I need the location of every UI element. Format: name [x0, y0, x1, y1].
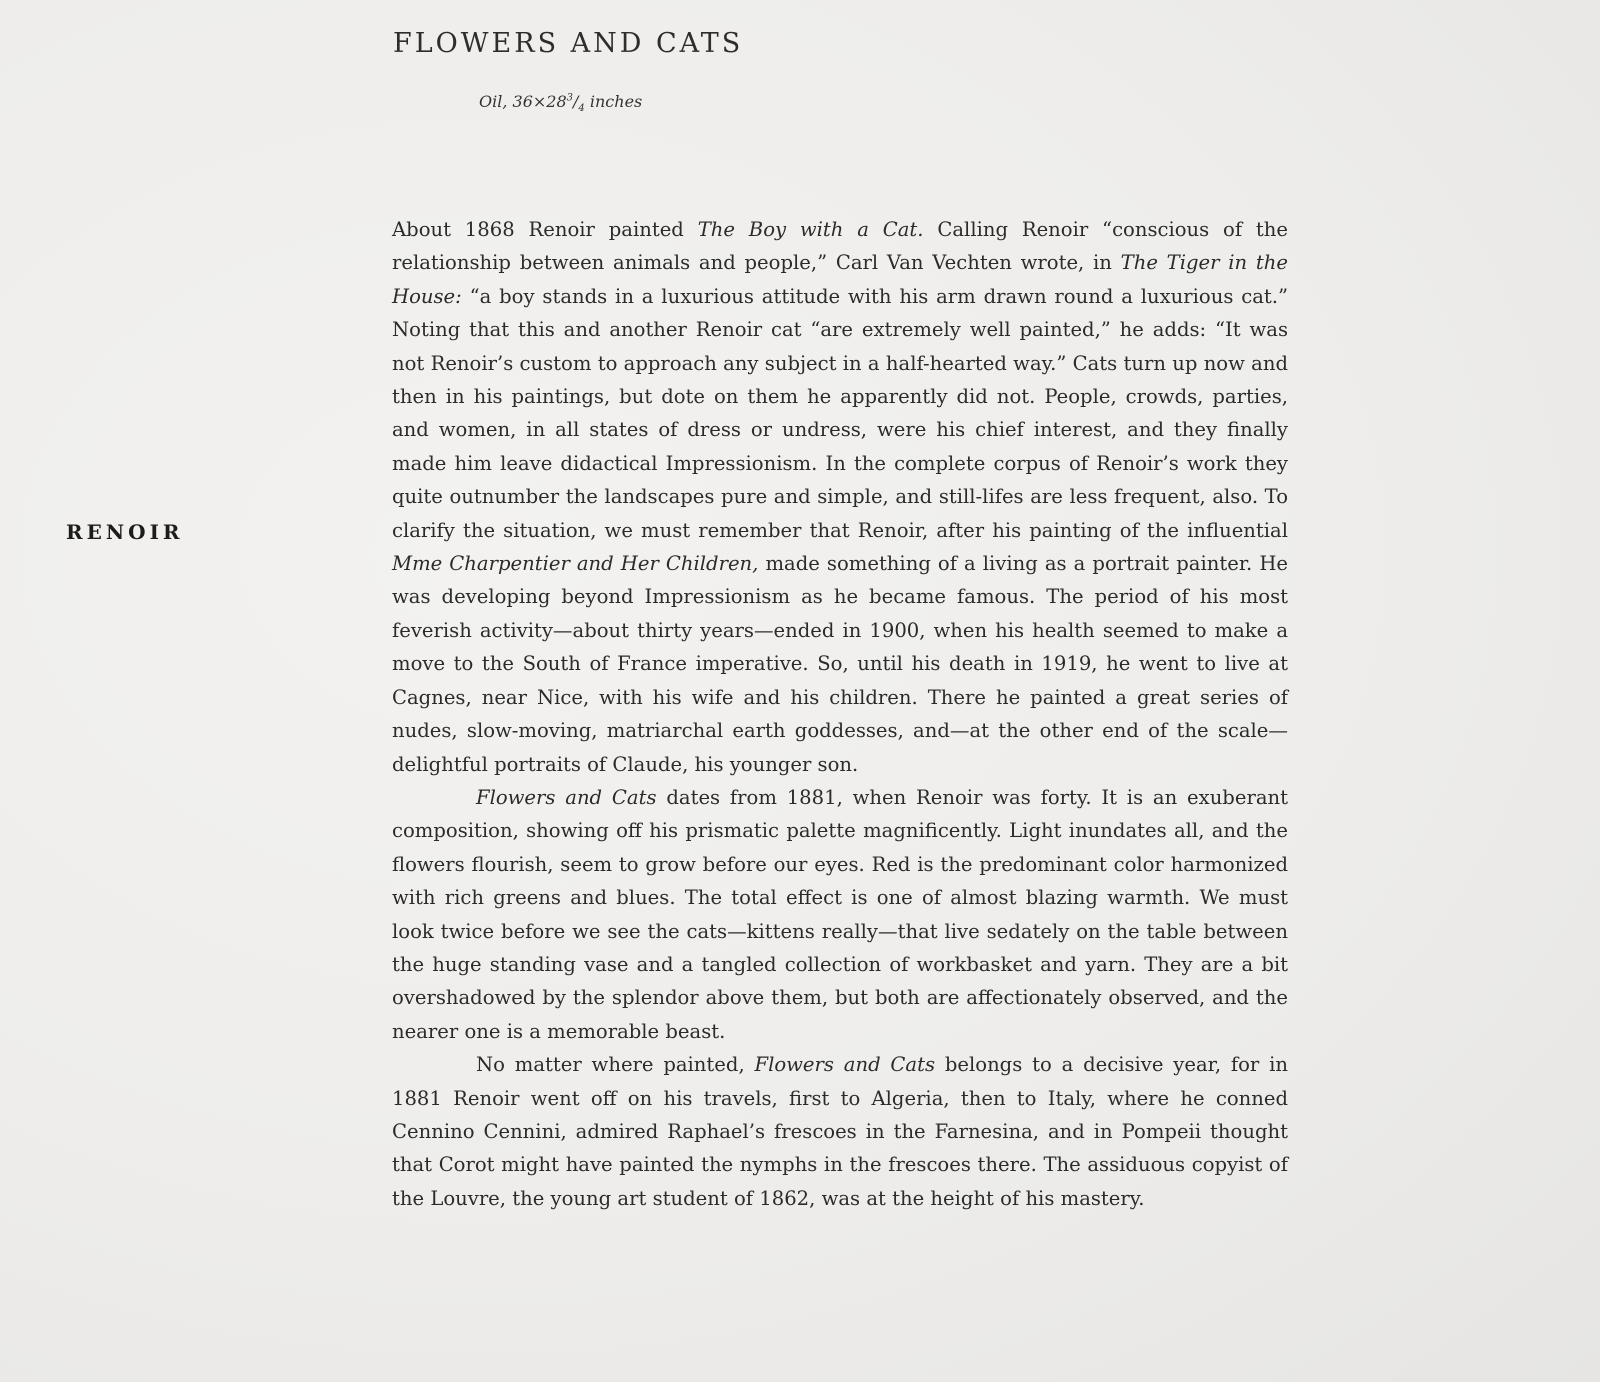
italic-title: The Boy with a Cat. [697, 218, 924, 241]
italic-title: The Tiger in the House: [392, 251, 1288, 308]
page-title: FLOWERS AND CATS [393, 28, 744, 59]
medium-slash: / [573, 92, 579, 111]
medium-denominator: 4 [578, 103, 585, 115]
text-run: “a boy stands in a luxurious attitude with his arm drawn round a luxurious cat.” Noting that this and another Renoir cat “are extremely well painted,” he adds: “It was not Renoir’s custom to approach any subject in a half-hearted way.” Cats turn up now and then in his paintings, but dote on them he apparently did not. People, crowds, parties, and women, in all states of dress or undress, were his chief interest, and they finally made him leave didactical Impressionism. In the complete corpus of Renoir’s work they quite outnumber the landscapes pure and simple, and still-lifes are less frequent, also. To clarify the situation, we must remember that Renoir, after his painting of the influential [392, 284, 1288, 542]
text-run: Calling Renoir “conscious of the relationship between animals and people,” Carl Van Vechten wrote, in [392, 218, 1289, 275]
medium-numerator: 3 [566, 92, 574, 104]
text-run: belongs to a decisive year, for in 1881 Renoir went off on his travels, first to Algeria, then to Italy, where he conned Cennino Cennini, admired Raphael’s frescoes in the Farnesina, and in Pompeii thought that Corot might have painted the nymphs in the frescoes there. The assiduous copyist of the Louvre, the young art student of 1862, was at the height of his mastery. [392, 1053, 1289, 1210]
body-text [392, 213, 1288, 1215]
body-paragraph [392, 781, 1288, 1048]
text-run: made something of a living as a portrait painter. He was developing beyond Impressionism as he became famous. The period of his most feverish activity—about thirty years—ended in 1900, when his health seemed to make a move to the South of France imperative. So, until his death in 1919, he went to live at Cagnes, near Nice, with his wife and his children. There he painted a great series of nudes, slow-moving, matriarchal earth goddesses, and—at the other end of the scale—delightful portraits of Claude, his younger son. [392, 552, 1288, 776]
medium-prefix: Oil, 36 [479, 92, 533, 111]
artist-name: RENOIR [66, 520, 184, 544]
medium-whole: 28 [546, 92, 567, 111]
text-run: dates from 1881, when Renoir was forty. It is an exuberant composition, showing off his prismatic palette magnificently. Light inundates all, and the flowers flourish, seem to grow before our eyes. Red is the predominant color harmonized with rich greens and blues. The total effect is one of almost blazing warmth. We must look twice before we see the cats—kittens really—that live sedately on the table between the huge standing vase and a tangled collection of workbasket and yarn. They are a bit overshadowed by the splendor above them, but both are affectionately observed, and the nearer one is a memorable beast. [392, 785, 1288, 1043]
italic-title: Flowers and Cats [476, 785, 657, 809]
italic-title: Mme Charpentier and Her Children, [392, 552, 759, 576]
italic-title: Flowers and Cats [754, 1053, 936, 1077]
text-run: About 1868 Renoir painted [392, 218, 698, 241]
body-paragraph [392, 213, 1288, 781]
body-paragraph [392, 1048, 1288, 1215]
medium-times: × [532, 92, 547, 111]
text-run: No matter where painted, [476, 1053, 755, 1077]
painting-medium-caption [479, 92, 642, 114]
medium-suffix: inches [584, 92, 643, 111]
